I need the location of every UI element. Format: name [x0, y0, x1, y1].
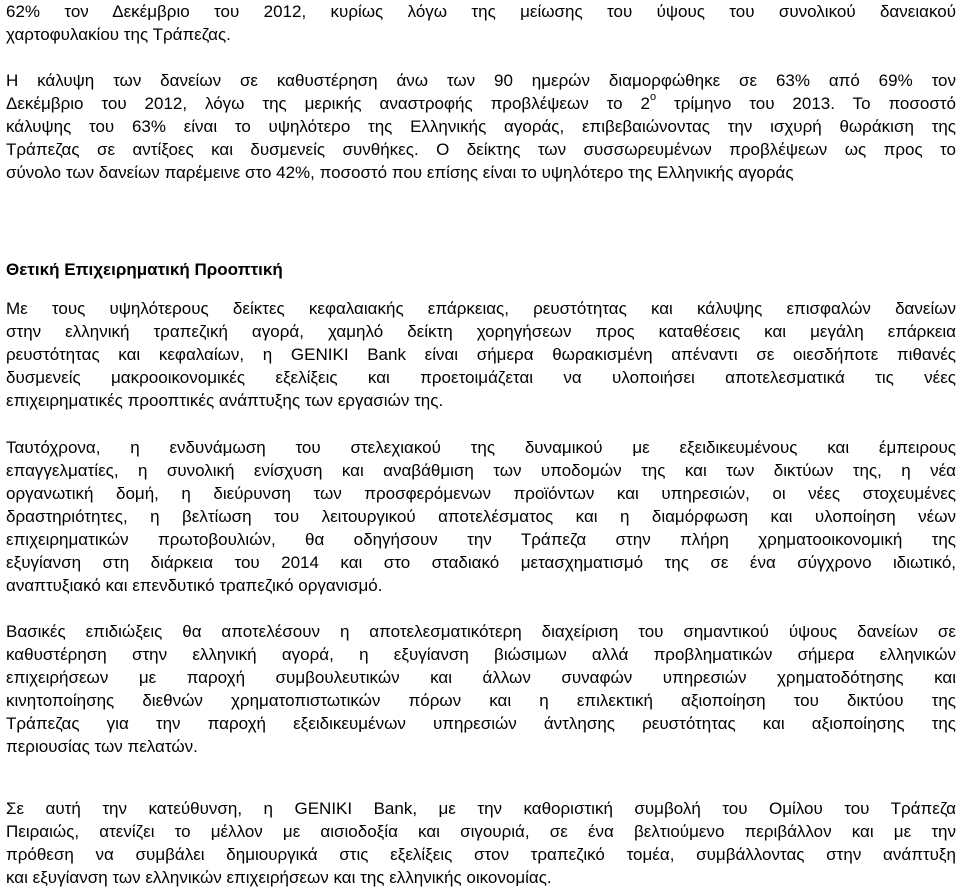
p1-line-2: χαρτοφυλακίου της Τράπεζας. [6, 25, 231, 44]
p4-line-1: Ταυτόχρονα, η ενδυνάμωση του στελεχιακού της δυναμικού με εξειδικευμένους και έμπειρους [6, 438, 956, 457]
p4-line-6: εξυγίανση στη διάρκεια του 2014 και στο σταδιακό μετασχηματισμό της σε ένα σύγχρονο ιδιωτικό, [6, 553, 956, 572]
p5-line-3: επιχειρήσεων με παροχή συμβουλευτικών και άλλων συναφών υπηρεσιών χρηματοδότησης και [6, 668, 956, 687]
p2-line-1: Η κάλυψη των δανείων σε καθυστέρηση άνω των 90 ημερών διαμορφώθηκε σε 63% από 69% τον [6, 71, 956, 90]
p5-line-4: κινητοποίησης διεθνών χρηματοπιστωτικών πόρων και η επιλεκτική αξιοποίηση του δικτύου της [6, 691, 956, 710]
p4-line-5: επιχειρηματικών πρωτοβουλιών, θα οδηγήσουν την Τράπεζα στην πλήρη χρηματοοικονομική της [6, 530, 956, 549]
p3-line-2: στην ελληνική τραπεζική αγορά, χαμηλό δείκτη χορηγήσεων προς καταθέσεις και μεγάλη επάρκεια [6, 322, 956, 341]
p6-line-2: Πειραιώς, ατενίζει το μέλλον με αισιοδοξία και σιγουριά, σε ένα βελτιούμενο περιβάλλον και με την [6, 822, 956, 841]
p4-line-3: οργανωτική δομή, η διεύρυνση των προσφερόμενων προϊόντων και υπηρεσιών, οι νέες στοχευμένες [6, 484, 956, 503]
section-heading: Θετική Επιχειρηματική Προοπτική [6, 260, 283, 279]
p3-line-3: ρευστότητας και κεφαλαίων, η GENIKI Bank είναι σήμερα θωρακισμένη απέναντι σε οιεσδήποτε πιθανές [6, 345, 956, 364]
p6-line-4: και εξυγίανση των ελληνικών επιχειρήσεων και της ελληνικής οικονομίας. [6, 868, 552, 887]
p6-line-3: πρόθεση να συμβάλει δημιουργικά στις εξελίξεις στον τραπεζικό τομέα, συμβάλλοντας στην ανάπτυξη [6, 845, 956, 864]
p5-line-1: Βασικές επιδιώξεις θα αποτελέσουν η αποτελεσματικότερη διαχείριση του σημαντικού ύψους δανείων σε [6, 622, 956, 641]
p5-line-6: περιουσίας των πελατών. [6, 737, 198, 756]
p3-line-5: επιχειρηματικές προοπτικές ανάπτυξης των εργασιών της. [6, 391, 444, 410]
p5-line-2: καθυστέρηση στην ελληνική αγορά, η εξυγίανση βιώσιμων αλλά προβληματικών σήμερα ελληνικών [6, 645, 956, 664]
p1-line-1: 62% τον Δεκέμβριο του 2012, κυρίως λόγω της μείωσης του ύψους του συνολικού δανειακού [6, 2, 956, 21]
p3-line-1: Με τους υψηλότερους δείκτες κεφαλαιακής επάρκειας, ρευστότητας και κάλυψης επισφαλών δανείων [6, 299, 956, 318]
p2-line-2-pre: Δεκέμβριο του 2012, λόγω της μερικής αναστροφής προβλέψεων το 2 [6, 94, 650, 113]
p2-line-5: σύνολο των δανείων παρέμεινε στο 42%, ποσοστό που επίσης είναι το υψηλότερο της Ελληνικής αγοράς [6, 163, 794, 182]
p2-line-3: κάλυψης του 63% είναι το υψηλότερο της Ελληνικής αγοράς, επιβεβαιώνοντας την ισχυρή θωράκιση της [6, 117, 956, 136]
p2-line-2-post: τρίμηνο του 2013. Το ποσοστό [656, 94, 956, 113]
p3-line-4: δυσμενείς μακροοικονομικές εξελίξεις και προετοιμάζεται να υλοποιήσει αποτελεσματικά τις νέες [6, 368, 956, 387]
p4-line-4: δραστηριότητες, η βελτίωση του λειτουργικού αποτελέσματος και η διαμόρφωση και υλοποίηση νέων [6, 507, 956, 526]
p5-line-5: Τράπεζας για την παροχή εξειδικευμένων υπηρεσιών άντλησης ρευστότητας και αξιοποίησης της [6, 714, 956, 733]
p6-line-1: Σε αυτή την κατεύθυνση, η GENIKI Bank, με την καθοριστική συμβολή του Ομίλου του Τράπεζα [6, 799, 956, 818]
ordinal-superscript: ο [649, 91, 657, 104]
p4-line-7: αναπτυξιακό και επενδυτικό τραπεζικό οργανισμό. [6, 576, 383, 595]
p2-line-4: Τράπεζας σε αντίξοες και δυσμενείς συνθήκες. Ο δείκτης των συσσωρευμένων προβλέψεων ως προς το [6, 140, 956, 159]
p4-line-2: επαγγελματίες, η συνολική ενίσχυση και αναβάθμιση των υποδομών της και των δικτύων της, η νέα [6, 461, 956, 480]
p2-line-2 [6, 92, 956, 115]
